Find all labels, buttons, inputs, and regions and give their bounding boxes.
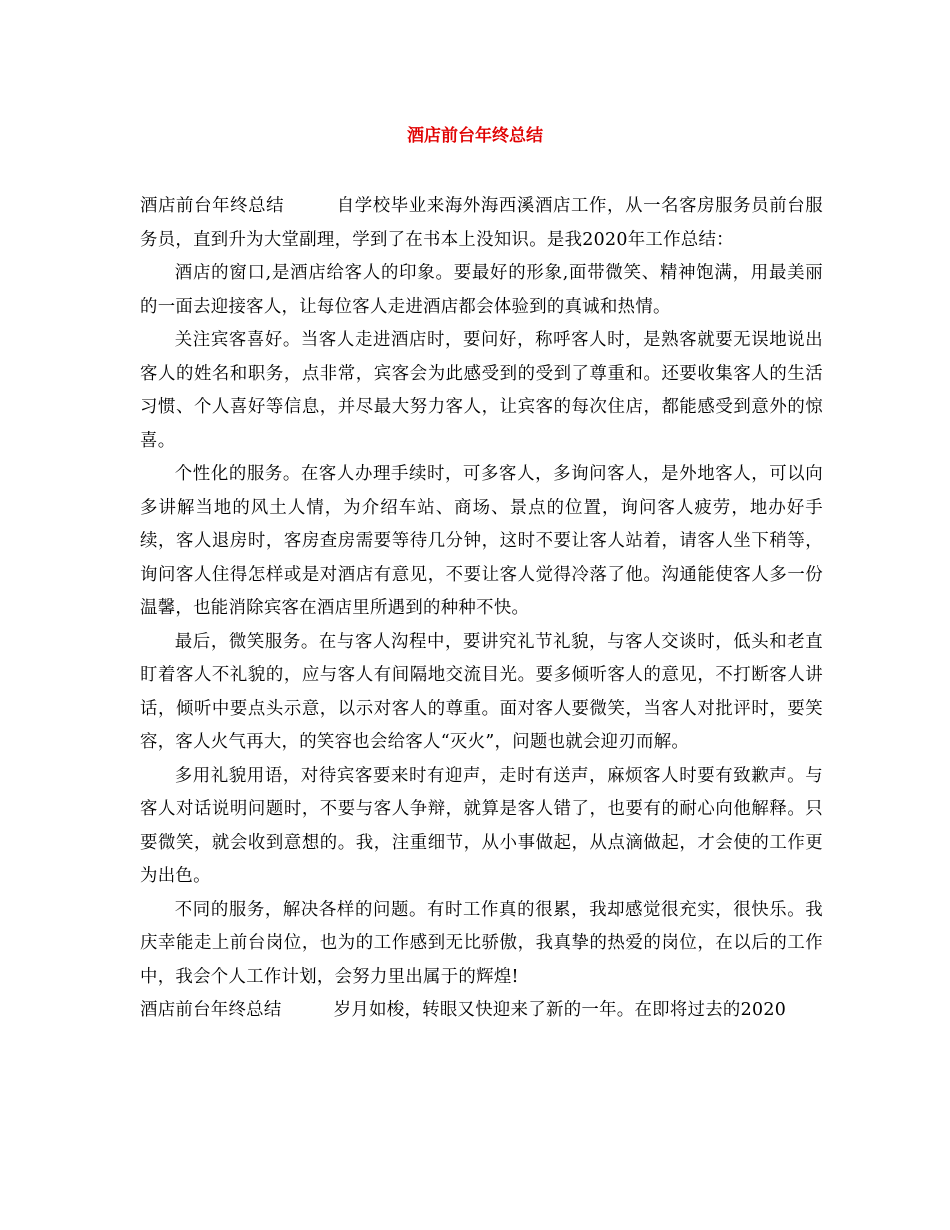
section-label: 酒店前台年终总结 <box>140 196 285 216</box>
document-body <box>140 190 823 1028</box>
section-intro-text: 自学校毕业来海外海西溪酒店工作，从一名客房服务员前台服务员，直到升为大堂副理，学到了在书本上没知识。是我2020年工作总结： <box>140 196 823 250</box>
document-title: 酒店前台年终总结 <box>407 126 543 146</box>
body-paragraph: 不同的服务，解决各样的问题。有时工作真的很累，我却感觉很充实，很快乐。我庆幸能走上前台岗位，也为的工作感到无比骄傲，我真挚的热爱的岗位，在以后的工作中，我会个人工作计划，会努力里出属于的辉煌! <box>140 899 823 987</box>
body-paragraph: 关注宾客喜好。当客人走进酒店时，要问好，称呼客人时，是熟客就要无误地说出客人的姓名和职务，点非常，宾客会为此感受到的受到了尊重和。还要收集客人的生活习惯、个人喜好等信息，并尽最大努力客人，让宾客的每次住店，都能感受到意外的惊喜。 <box>140 330 823 451</box>
section-intro-paragraph <box>140 190 823 257</box>
section-intro-paragraph <box>140 994 823 1028</box>
body-paragraph: 多用礼貌用语，对待宾客要来时有迎声，走时有送声，麻烦客人时要有致歉声。与客人对话说明问题时，不要与客人争辩，就算是客人错了，也要有的耐心向他解释。只要微笑，就会收到意想的。我，注重细节，从小事做起，从点滴做起，才会使的工作更为出色。 <box>140 765 823 886</box>
section-label: 酒店前台年终总结 <box>140 1000 282 1020</box>
section-intro-text: 岁月如梭，转眼又快迎来了新的一年。在即将过去的2020 <box>333 1000 787 1020</box>
body-paragraph: 最后，微笑服务。在与客人沟程中，要讲究礼节礼貌，与客人交谈时，低头和老直盯着客人不礼貌的，应与客人有间隔地交流目光。要多倾听客人的意见，不打断客人讲话，倾听中要点头示意，以示对客人的尊重。面对客人要微笑，当客人对批评时，要笑容，客人火气再大，的笑容也会给客人“灭火”，问题也就会迎刃而解。 <box>140 631 823 752</box>
body-paragraph: 酒店的窗口,是酒店给客人的印象。要最好的形象,面带微笑、精神饱满，用最美丽的一面去迎接客人，让每位客人走进酒店都会体验到的真诚和热情。 <box>140 263 823 317</box>
body-paragraph: 个性化的服务。在客人办理手续时，可多客人，多询问客人，是外地客人，可以向多讲解当地的风土人情，为介绍车站、商场、景点的位置，询问客人疲劳，地办好手续，客人退房时，客房查房需要等待几分钟，这时不要让客人站着，请客人坐下稍等，询问客人住得怎样或是对酒店有意见，不要让客人觉得冷落了他。沟通能使客人多一份温馨，也能消除宾客在酒店里所遇到的种种不快。 <box>140 464 823 618</box>
